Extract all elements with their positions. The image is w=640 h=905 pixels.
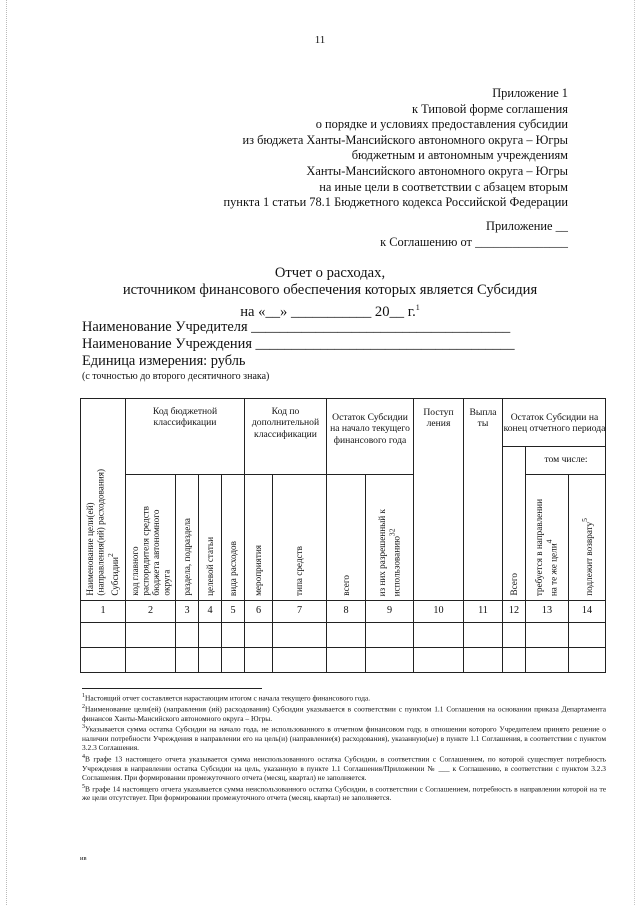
footnote-separator bbox=[82, 688, 262, 689]
header-subject-to-return bbox=[569, 478, 605, 596]
report-date-line bbox=[60, 299, 600, 321]
grid-line bbox=[125, 474, 413, 475]
grid-line bbox=[502, 446, 606, 447]
annex-line: на иные цели в соответствии с абзацем вторым bbox=[319, 179, 568, 194]
column-number: 2 bbox=[147, 605, 154, 616]
unit-field: Единица измерения: рубль bbox=[82, 353, 246, 369]
header-text: раздела, подраздела bbox=[181, 518, 192, 596]
footnote-ref: 5 bbox=[579, 518, 589, 523]
header-balance-total bbox=[327, 478, 365, 596]
report-subtitle: источником финансового обеспечения которых является Субсидия bbox=[122, 282, 538, 298]
annex-header bbox=[223, 86, 568, 211]
column-number: 4 bbox=[207, 605, 213, 616]
header-required-for-same-purposes bbox=[526, 478, 568, 596]
header-receipts: Поступ ления bbox=[423, 406, 454, 429]
column-number: 11 bbox=[478, 605, 488, 616]
header-activity-code bbox=[245, 478, 272, 596]
column-number: 10 bbox=[433, 605, 444, 616]
annex-line: Приложение 1 bbox=[492, 86, 568, 100]
header-balance-allowed bbox=[366, 478, 413, 596]
header-additional-classification: Код по дополнительной классификации bbox=[251, 405, 320, 440]
header-balance-start-of-year: Остаток Субсидии на начало текущего финансового года bbox=[330, 411, 410, 446]
annex-line: о порядке и условиях предоставления субсидии bbox=[315, 117, 568, 132]
header-chief-administrator-code bbox=[126, 478, 175, 596]
report-title-block bbox=[60, 265, 600, 321]
grid-line bbox=[525, 474, 606, 475]
appendix-number-line: Приложение __ bbox=[486, 219, 568, 233]
header-text: всего bbox=[340, 575, 351, 596]
footnote bbox=[82, 692, 606, 703]
header-balance-end-of-period: Остаток Субсидии на конец отчетного периода bbox=[503, 411, 606, 434]
header-payments: Выпла ты bbox=[469, 406, 497, 429]
column-number: 7 bbox=[296, 605, 303, 616]
founder-field: Наименование Учредителя ____________________________________ bbox=[82, 319, 511, 335]
scan-edge-left bbox=[6, 0, 7, 905]
annex-line: из бюджета Ханты-Мансийского автономного округа – Югры bbox=[242, 132, 568, 147]
header-funds-type-code bbox=[273, 478, 326, 596]
footnote-ref: 32 bbox=[387, 528, 397, 536]
footnote-text: Указывается сумма остатка Субсидии на начало года, не использованного в отчетном финансовом году, в отношении которого Учредителем принято решение о наличии потребности Учреждения в направлении его на цель(и) (направление(я) расходования), указанную(ые) в пункте 1.1 Соглашения, в соответствии с пунктом 3.2.3 Соглашения. bbox=[82, 724, 606, 753]
header-target-item-code bbox=[199, 478, 221, 596]
footnote-text: Настоящий отчет составляется нарастающим итогом с начала текущего финансового года. bbox=[85, 693, 371, 703]
header-target-name bbox=[81, 400, 125, 596]
header-text: Наименование цели(ей) (направления(ий) расходования) Субсидии bbox=[85, 469, 121, 596]
column-number: 5 bbox=[230, 605, 236, 616]
header-text: подлежит возврату bbox=[583, 522, 594, 596]
report-fields bbox=[82, 319, 515, 383]
header-including: том числе: bbox=[544, 454, 588, 466]
scan-edge-right bbox=[634, 0, 635, 905]
column-number: 8 bbox=[343, 605, 349, 616]
footnote-text: В графе 14 настоящего отчета указывается сумма неиспользованного остатка Субсидии, в соответствии с Соглашением, потребность в направлении которой на те же цели отсутствует. При формировании промежуточного отчета (месяц, квартал) не заполняется. bbox=[82, 784, 606, 803]
header-text: Всего bbox=[508, 573, 519, 596]
footnote-number: 4 bbox=[82, 753, 85, 760]
footnote-number: 5 bbox=[82, 783, 85, 790]
header-text: вида расходов bbox=[227, 540, 238, 596]
expense-report-table bbox=[80, 398, 606, 673]
header-end-balance-total bbox=[503, 450, 525, 596]
header-expense-type-code bbox=[222, 478, 244, 596]
grid-line bbox=[80, 647, 606, 648]
footnote-ref: 2 bbox=[106, 553, 116, 558]
footnote bbox=[82, 753, 606, 783]
corner-mark: ив bbox=[80, 855, 87, 862]
grid-line bbox=[413, 398, 414, 673]
footnote-text: В графе 13 настоящего отчета указывается сумма неиспользованного остатка Субсидии, в соответствии с Соглашением, по которой существует потребность Учреждения в направлении остатка Субсидии на цель, указанную в пункте 1.1 Соглашения/Приложении № ___ к Соглашению, в соответствии с пунктом 3.2.3 Соглашения. При формировании промежуточного отчета (месяц, квартал) не заполняется. bbox=[82, 754, 606, 783]
footnote-number: 1 bbox=[82, 693, 85, 699]
agreement-date-line: к Соглашению от _______________ bbox=[380, 235, 568, 249]
header-text: из них разрешенный к использованию bbox=[376, 508, 402, 596]
footnote-number: 2 bbox=[82, 703, 85, 710]
annex-line: пункта 1 статьи 78.1 Бюджетного кодекса Российской Федерации bbox=[223, 195, 568, 210]
institution-field: Наименование Учреждения ____________________________________ bbox=[82, 336, 515, 352]
footnote-ref: 4 bbox=[544, 539, 554, 544]
footnote-ref: 1 bbox=[415, 303, 420, 312]
header-section-code bbox=[176, 478, 198, 596]
header-text: целевой статьи bbox=[204, 537, 215, 596]
appendix-reference bbox=[380, 218, 568, 250]
header-text: код главного распорядителя средств бюджета автономного округа bbox=[129, 506, 171, 596]
column-number: 3 bbox=[184, 605, 190, 616]
header-text: требуется в направлении на те же цели bbox=[534, 498, 560, 596]
report-date-text: на «__» ___________ 20__ г. bbox=[240, 303, 416, 320]
grid-line bbox=[80, 398, 606, 399]
precision-note: (с точностью до второго десятичного знака) bbox=[82, 371, 270, 382]
header-text: типа средств bbox=[294, 546, 305, 596]
page-number: 11 bbox=[314, 34, 326, 46]
annex-line: бюджетным и автономным учреждениям bbox=[351, 148, 568, 163]
column-number: 13 bbox=[541, 605, 553, 616]
header-text: мероприятия bbox=[253, 545, 264, 596]
grid-line bbox=[463, 398, 464, 673]
column-number: 14 bbox=[581, 605, 593, 616]
footnote bbox=[82, 703, 606, 723]
column-number: 6 bbox=[255, 605, 262, 616]
footnote-number: 3 bbox=[82, 724, 85, 731]
annex-line: Ханты-Мансийского автономного округа – Югры bbox=[306, 163, 568, 178]
annex-line: к Типовой форме соглашения bbox=[411, 101, 568, 116]
column-number: 1 bbox=[100, 605, 106, 616]
grid-line bbox=[80, 600, 606, 601]
footnote bbox=[82, 723, 606, 753]
grid-line bbox=[80, 622, 606, 623]
grid-line bbox=[80, 672, 606, 673]
footnotes bbox=[82, 692, 606, 803]
report-title: Отчет о расходах, bbox=[274, 265, 386, 281]
column-number: 12 bbox=[508, 605, 520, 616]
footnote bbox=[82, 783, 606, 803]
footnote-text: Наименование цели(ей) (направления (ий) расходования) Субсидии указывается в соответствии с пунктом 1.1 Соглашения на основании приказа Департамента финансов Ханты-Мансийского автономного округа – Югры. bbox=[82, 704, 606, 723]
column-number: 9 bbox=[386, 605, 393, 616]
header-budget-classification: Код бюджетной классификации bbox=[152, 405, 218, 428]
